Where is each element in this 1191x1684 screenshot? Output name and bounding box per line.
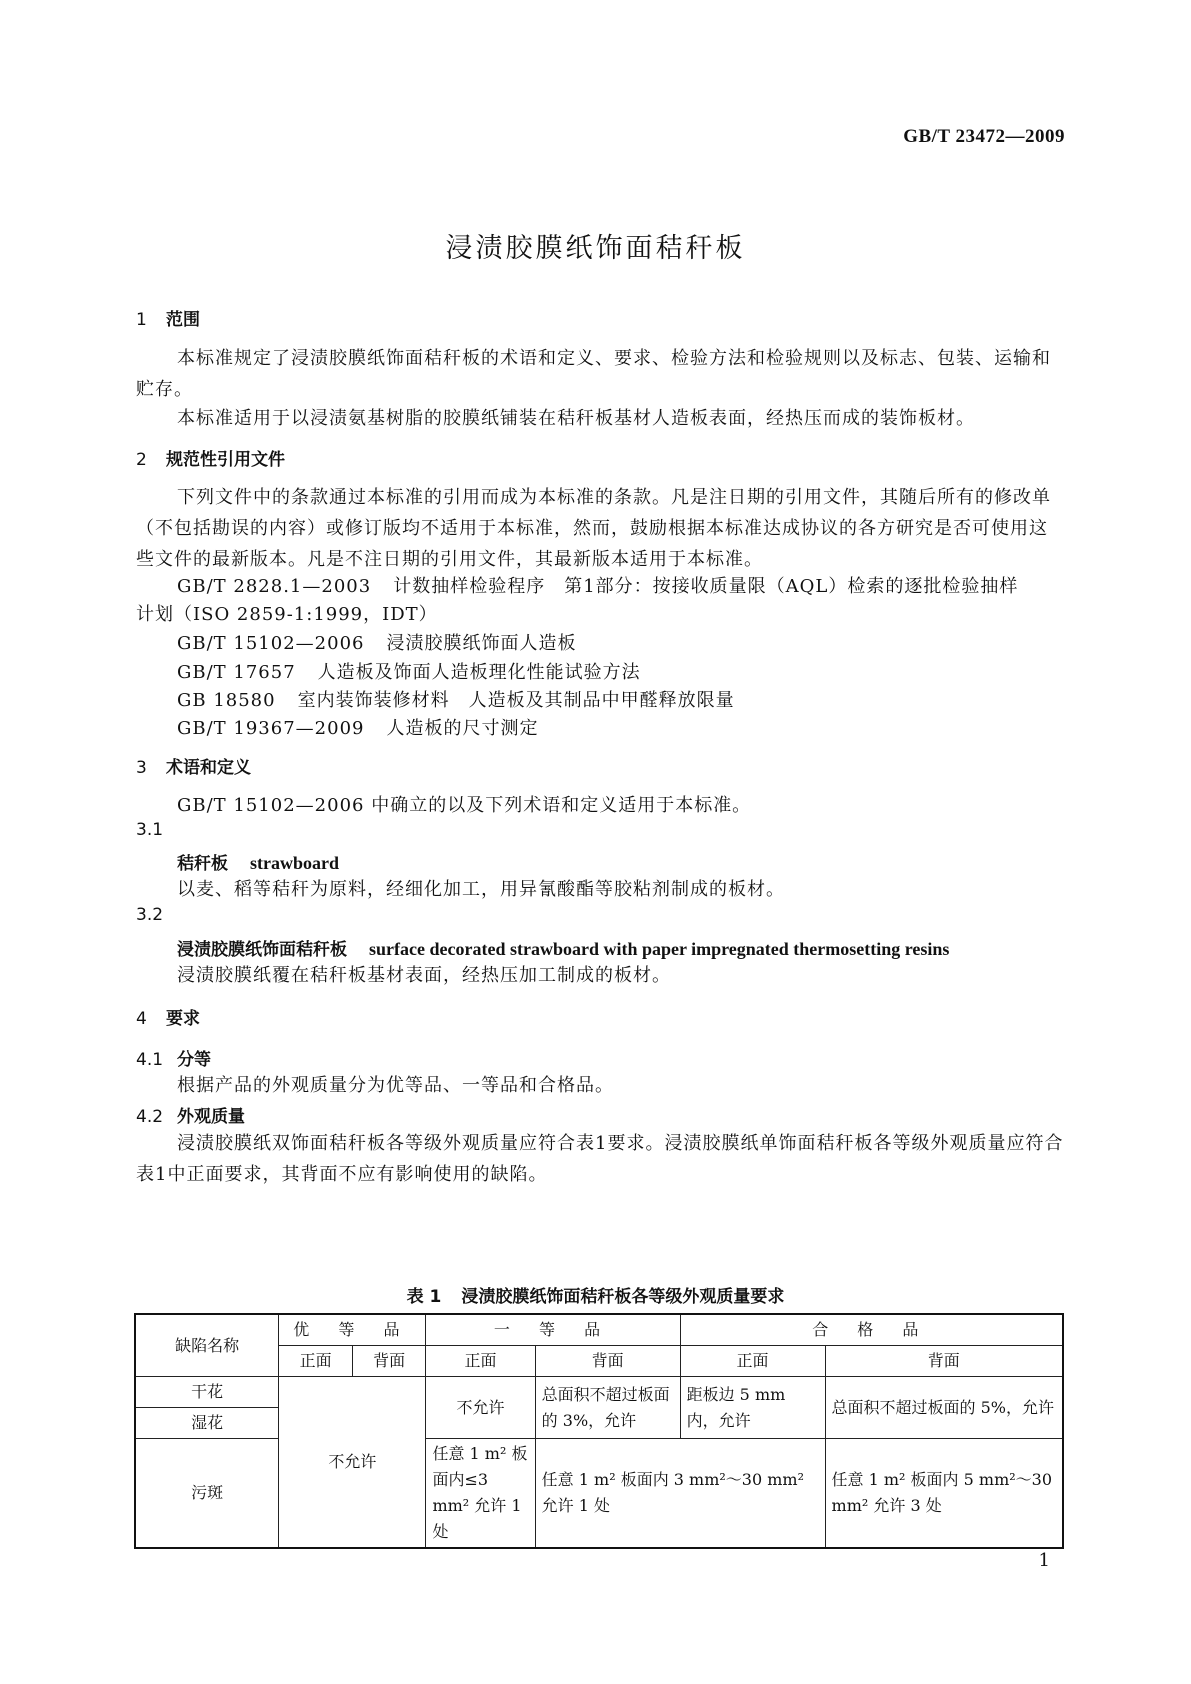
header-back: 背面 xyxy=(825,1346,1063,1377)
first-grade-front-cell: 任意 1 m² 板面内≤3 mm² 允许 1 处 xyxy=(426,1439,535,1549)
reference-code: GB/T 2828.1—2003 xyxy=(177,576,372,597)
section-1-paragraph-2: 本标准适用于以浸渍氨基树脂的胶膜纸铺装在秸秆板基材人造板表面，经热压而成的装饰板材。 xyxy=(177,408,975,429)
reference-title: 人造板及饰面人造板理化性能试验方法 xyxy=(317,662,641,683)
table-header-row xyxy=(135,1314,1063,1346)
subsection-4-1-heading xyxy=(136,1045,211,1070)
header-front: 正面 xyxy=(279,1346,353,1377)
subsection-4-2-paragraph: 浸渍胶膜纸双饰面秸秆板各等级外观质量应符合表1要求。浸渍胶膜纸单饰面秸秆板各等级外观质量应符合表1中正面要求，其背面不应有影响使用的缺陷。 xyxy=(136,1133,1064,1185)
header-defect-name: 缺陷名称 xyxy=(135,1314,279,1377)
section-number: 2 xyxy=(136,450,147,470)
subsection-number: 4.2 xyxy=(136,1107,164,1127)
defect-name-cell: 污斑 xyxy=(135,1439,279,1549)
section-4-heading xyxy=(136,1004,200,1029)
reference-item xyxy=(177,629,576,659)
term-cn: 秸秆板 xyxy=(177,854,228,874)
term-heading xyxy=(177,849,339,874)
header-grade-first: 一 等 品 xyxy=(426,1314,680,1346)
header-back: 背面 xyxy=(535,1346,680,1377)
defect-name-cell: 湿花 xyxy=(135,1408,279,1439)
qualified-grade-back-cell: 任意 1 m² 板面内 5 mm²～30 mm² 允许 3 处 xyxy=(825,1439,1063,1549)
standard-code: GB/T 23472—2009 xyxy=(903,126,1065,147)
term-definition: 浸渍胶膜纸覆在秸秆板基材表面，经热压加工制成的板材。 xyxy=(177,965,671,986)
reference-title: 人造板的尺寸测定 xyxy=(386,718,539,739)
subsection-title: 分等 xyxy=(177,1050,211,1070)
term-number: 3.2 xyxy=(136,905,164,925)
section-number: 3 xyxy=(136,758,147,778)
section-2-paragraph-1: 下列文件中的条款通过本标准的引用而成为本标准的条款。凡是注日期的引用文件，其随后所有的修改单（不包括勘误的内容）或修订版均不适用于本标准，然而，鼓励根据本标准达成协议的各方研究是否可使用这些文件的最新版本。凡是不注日期的引用文件，其最新版本适用于本标准。 xyxy=(136,487,1051,570)
qualified-grade-back-cell: 总面积不超过板面的 5%，允许 xyxy=(825,1377,1063,1439)
reference-title: 计数抽样检验程序 第1部分：按接收质量限（AQL）检索的逐批检验抽样 xyxy=(393,576,1019,597)
reference-code: GB/T 19367—2009 xyxy=(177,718,365,739)
table-row xyxy=(135,1439,1063,1549)
reference-item xyxy=(177,572,1018,602)
reference-code: GB/T 17657 xyxy=(177,662,296,683)
term-en: strawboard xyxy=(250,853,339,873)
section-title: 规范性引用文件 xyxy=(166,450,285,470)
subsection-title: 外观质量 xyxy=(177,1107,245,1127)
reference-item xyxy=(177,658,641,688)
qualified-grade-front-cell: 距板边 5 mm 内，允许 xyxy=(680,1377,825,1439)
first-grade-front-cell: 不允许 xyxy=(426,1377,535,1439)
section-3-paragraph-1: GB/T 15102—2006 中确立的以及下列术语和定义适用于本标准。 xyxy=(177,795,752,816)
table-caption xyxy=(0,1282,1191,1307)
page-number: 1 xyxy=(1038,1550,1050,1571)
subsection-4-2-heading xyxy=(136,1102,245,1127)
document-title: 浸渍胶膜纸饰面秸秆板 xyxy=(445,233,746,264)
header-front: 正面 xyxy=(426,1346,535,1377)
header-front: 正面 xyxy=(680,1346,825,1377)
section-number: 1 xyxy=(136,310,147,330)
section-title: 术语和定义 xyxy=(166,758,251,778)
section-1-heading xyxy=(136,305,200,330)
reference-item xyxy=(177,714,538,744)
section-number: 4 xyxy=(136,1009,147,1029)
header-grade-qualified: 合 格 品 xyxy=(680,1314,1063,1346)
subsection-number: 4.1 xyxy=(136,1050,164,1070)
term-definition: 以麦、稻等秸秆为原料，经细化加工，用异氰酸酯等胶粘剂制成的板材。 xyxy=(177,879,785,900)
section-2-heading xyxy=(136,445,285,470)
first-grade-back-cell: 总面积不超过板面的 3%，允许 xyxy=(535,1377,680,1439)
header-back: 背面 xyxy=(352,1346,426,1377)
term-en: surface decorated strawboard with paper impregnated thermosetting resins xyxy=(369,939,950,959)
section-title: 要求 xyxy=(166,1009,200,1029)
subsection-4-1-paragraph: 根据产品的外观质量分为优等品、一等品和合格品。 xyxy=(177,1075,614,1096)
appearance-quality-table xyxy=(134,1313,1064,1549)
reference-title: 浸渍胶膜纸饰面人造板 xyxy=(386,633,577,654)
term-heading xyxy=(177,935,949,960)
reference-item xyxy=(177,686,735,716)
table-caption-number: 表 1 xyxy=(406,1287,442,1307)
term-number: 3.1 xyxy=(136,820,164,840)
table-caption-title: 浸渍胶膜纸饰面秸秆板各等级外观质量要求 xyxy=(461,1287,785,1307)
section-title: 范围 xyxy=(166,310,200,330)
section-3-heading xyxy=(136,753,251,778)
defect-name-cell: 干花 xyxy=(135,1377,279,1408)
header-grade-excellent: 优 等 品 xyxy=(279,1314,426,1346)
table-row xyxy=(135,1377,1063,1408)
excellent-grade-cell: 不允许 xyxy=(279,1377,426,1549)
section-1-paragraph-1: 本标准规定了浸渍胶膜纸饰面秸秆板的术语和定义、要求、检验方法和检验规则以及标志、包装、运输和贮存。 xyxy=(136,348,1051,400)
term-cn: 浸渍胶膜纸饰面秸秆板 xyxy=(177,940,347,960)
reference-title: 室内装饰装修材料 人造板及其制品中甲醛释放限量 xyxy=(297,690,735,711)
reference-code: GB 18580 xyxy=(177,690,276,711)
first-back-and-qualified-front-cell: 任意 1 m² 板面内 3 mm²～30 mm² 允许 1 处 xyxy=(535,1439,825,1549)
reference-item-continuation: 计划（ISO 2859-1:1999，IDT） xyxy=(136,604,438,625)
reference-code: GB/T 15102—2006 xyxy=(177,633,365,654)
